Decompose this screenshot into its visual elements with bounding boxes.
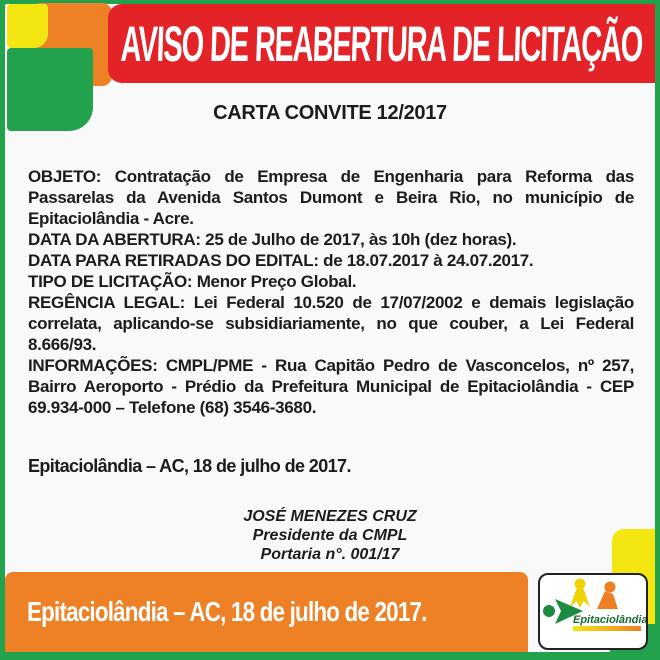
paragraph-data-abertura: DATA DA ABERTURA: 25 de Julho de 2017, às 10h (dez horas). [28, 230, 517, 249]
logo-gradient-bar [573, 626, 641, 631]
municipal-logo-icon [540, 575, 646, 648]
title-banner [108, 4, 655, 83]
footer-place-date: Epitaciolândia – AC, 18 de julho de 2017. [27, 596, 427, 627]
paragraph-retirada-edital: DATA PARA RETIRADAS DO EDITAL: de 18.07.2017 à 24.07.2017. [28, 251, 534, 270]
notice-body [28, 166, 634, 418]
paragraph-objeto: OBJETO: Contratação de Empresa de Engenharia para Reforma das Passarelas da Avenida Santos Dumont e Beira Rio, no município de Epitaciolândia - Acre. [28, 167, 634, 228]
footer-bar [5, 572, 528, 652]
corner-yellow-square [7, 4, 48, 48]
signature-ordinance: Portaria n°. 001/17 [260, 546, 400, 563]
signature-title: Presidente da CMPL [252, 527, 408, 544]
notice-subtitle: CARTA CONVITE 12/2017 [213, 102, 447, 124]
paragraph-tipo-licitacao: TIPO DE LICITAÇÃO: Menor Preço Global. [28, 272, 357, 291]
logo-yellow-figure [570, 579, 590, 609]
place-date-line: Epitaciolândia – AC, 18 de julho de 2017. [28, 456, 351, 476]
signature-block [0, 507, 660, 564]
paragraph-informacoes: INFORMAÇÕES: CMPL/PME - Rua Capitão Pedro de Vasconcelos, nº 257, Bairro Aeroporto - Prédio da Prefeitura Municipal de Epitaciolândia - CEP 69.934-000 – Telefone (68) 3546-3680. [28, 356, 634, 417]
banner-title: AVISO DE REABERTURA DE LICITAÇÃO [119, 15, 644, 72]
signature-name: JOSÉ MENEZES CRUZ [243, 508, 417, 525]
logo-orange-figure [597, 582, 618, 610]
paragraph-regencia-legal: REGÊNCIA LEGAL: Lei Federal 10.520 de 17/07/2002 e demais legislação correlata, aplicando-se subsidiariamente, no que couber, a Lei Federal 8.666/93. [28, 293, 634, 354]
municipal-logo [538, 573, 648, 650]
logo-city-name: Epitaciolândia [573, 614, 646, 626]
